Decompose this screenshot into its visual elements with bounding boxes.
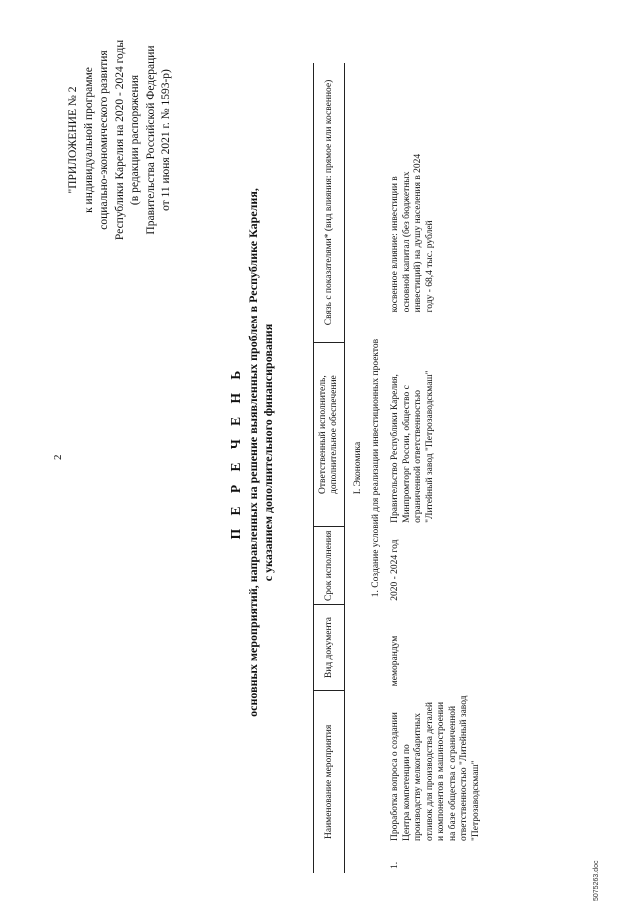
header-responsible: Ответственный исполнитель, дополнительное обеспечение — [314, 342, 345, 526]
appendix-line: к индивидуальной программе — [82, 67, 95, 213]
row-link: косвенное влияние: инвестиции в основной капитал (без бюджетных инвестиций) на душу населения в 2024 году - 68,4 тыс. рублей — [390, 153, 435, 313]
page-number: 2 — [52, 454, 64, 460]
row-number: 1. — [390, 861, 400, 869]
header-link: Связь с показателями* (вид влияния: прямое или косвенное) — [314, 63, 345, 342]
row-name: Проработка вопроса о создании Центра компетенции по производству мелкогабаритных отливок для производства деталей и компонентов в машиностроении на базе общества с ограниченной ответственностью "Литейный завод "Петрозаводскмаш" — [390, 695, 481, 841]
measures-table — [313, 63, 484, 873]
appendix-header — [66, 15, 175, 265]
document-title — [226, 20, 276, 885]
header-doc-type: Вид документа — [314, 605, 345, 690]
appendix-line: Правительства Российской Федерации — [144, 45, 157, 235]
appendix-line: социально-экономического развития — [98, 50, 110, 230]
file-reference: 5075263.doc — [593, 860, 600, 901]
appendix-line: "ПРИЛОЖЕНИЕ № 2 — [67, 86, 79, 194]
appendix-line: от 11 июня 2021 г. № 1593-р) — [160, 69, 172, 211]
subsection-heading: 1. Создание условий для реализации инвестиционных проектов — [370, 338, 381, 598]
header-term: Срок исполнения — [314, 527, 345, 605]
section-row — [345, 63, 367, 873]
header-name: Наименование мероприятия — [314, 690, 345, 873]
title-line-2: основных мероприятий, направленных на решение выявленных проблем в Республике Карелия, — [246, 188, 260, 717]
table-row — [388, 63, 484, 873]
cell-responsible: Правительство Республики Карелия, Минпромторг России, общество с ограниченной ответственностью "Литейный завод "Петрозаводскмаш" — [390, 370, 435, 523]
table-header-row — [314, 63, 345, 873]
section-heading: I. Экономика — [353, 441, 363, 495]
subsection-row — [367, 63, 389, 873]
cell-term: 2020 - 2024 год — [390, 539, 400, 601]
appendix-line: Республики Карелия на 2020 - 2024 годы — [113, 39, 126, 241]
cell-doc-type: меморандум — [390, 635, 400, 687]
cell-link — [388, 63, 484, 342]
title-main: П Е Р Е Ч Е Н Ь — [228, 365, 243, 540]
title-line-3: с указанием дополнительного финансирования — [261, 323, 275, 582]
cell-name — [388, 690, 484, 873]
appendix-line: (в редакции распоряжения — [129, 74, 141, 206]
